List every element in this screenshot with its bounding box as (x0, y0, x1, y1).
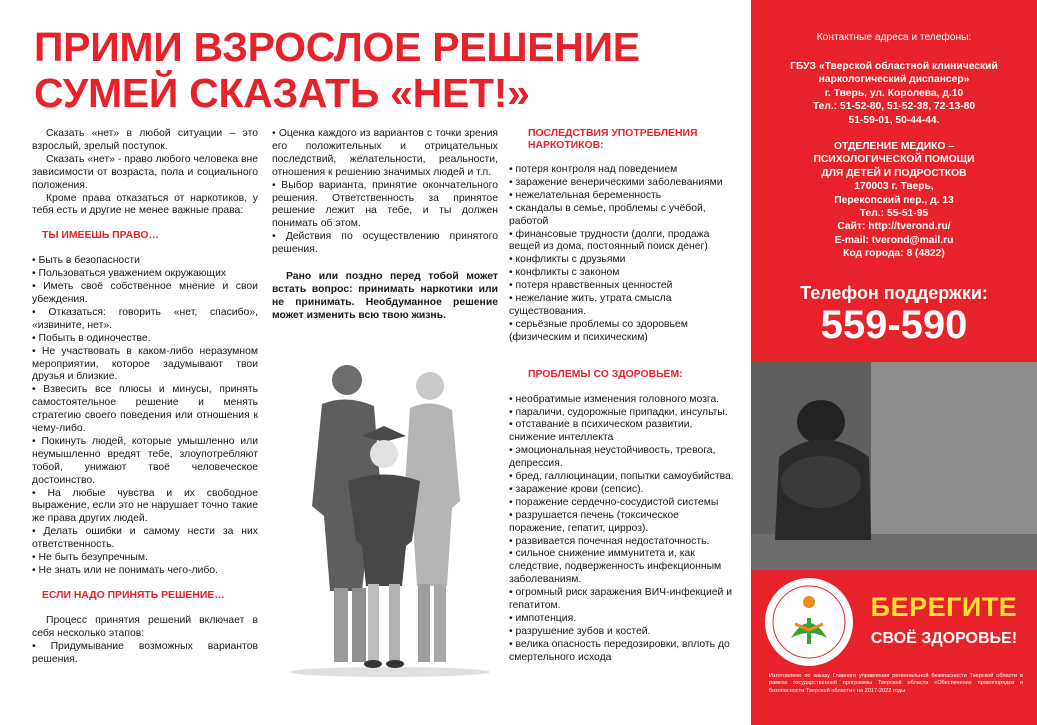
list-item: • Пользоваться уважением окружающих (32, 268, 227, 280)
org-line: Тел.: 51-52-80, 51-52-38, 72-13-80 (812, 101, 976, 113)
list-item: • заражение венерическими заболеваниями (509, 176, 723, 188)
list-item: • разрушение зубов и костей. (509, 625, 651, 637)
list-item: • велика опасность передозировки, вплоть до смертельного исхода (509, 638, 730, 663)
list-item: • Оценка каждого из вариантов с точки зрения его положительных и отрицательных последствий, желательности, реальности, отношения к решению значимых людей и т.п. (272, 128, 498, 178)
list-item: • сильное снижение иммунитета и, как следствие, подверженность инфекционным заболеваниям. (509, 548, 722, 586)
list-item: • нежелательная беременность (509, 189, 662, 201)
list-item: • Действия по осуществлению принятого решения. (272, 231, 498, 256)
list-item: • Не участвовать в каком-либо неразумном мероприятии, которое задумывают твои друзья и близкие. (32, 345, 258, 383)
list-item: • огромный риск заражения ВИЧ-инфекцией и гепатитом. (509, 587, 733, 612)
list-item: • развивается почечная недостаточность. (509, 535, 710, 547)
org-line: 51-59-01, 50-44-44. (848, 114, 940, 126)
org-line: Тел.: 55-51-95 (859, 208, 929, 220)
support-label: Телефон поддержки: (800, 283, 988, 303)
consequences-title: ПОСЛЕДСТВИЯ УПОТРЕБЛЕНИЯ НАРКОТИКОВ: (528, 128, 698, 151)
intro-paragraph: Кроме права отказаться от наркотиков, у тебя есть и другие не менее важные права: (32, 192, 258, 217)
consequences-list (509, 164, 737, 345)
list-item: • Иметь своё собственное мнение и свои убеждения. (32, 281, 258, 305)
list-item: • Взвесить все плюсы и минусы, принять самостоятельное решение и менять стратегию своего поведения или отношения к чему-либо. (32, 384, 258, 435)
list-item: • конфликты с друзьями (509, 254, 626, 266)
decision-emphasis: Рано или поздно перед тобой может встать вопрос: принимать наркотики или не принимать. Необдуманное решение может изменить всю твою жизнь. (272, 271, 498, 321)
column-rights (32, 128, 258, 666)
list-item: • Не быть безупречным. (32, 552, 148, 564)
health-list (509, 394, 737, 665)
list-item: • параличи, судорожные припадки, инсульты. (509, 406, 728, 418)
list-item: • финансовые трудности (долги, продажа вещей из дома, постоянный поиск денег) (509, 228, 710, 253)
email-link[interactable]: E-mail: tverond@mail.ru (834, 234, 954, 246)
contact-panel (751, 0, 1037, 725)
intro-paragraph: Сказать «нет» - право любого человека вне зависимости от возраста, пола и социального положения. (32, 153, 258, 191)
support-number: 559-590 (820, 303, 968, 347)
list-item: • разрушается печень (токсическое поражение, гепатит, цирроз). (509, 509, 679, 534)
org-line: ГБУЗ «Тверской областной клинический (790, 61, 998, 72)
list-item: • потеря нравственных ценностей (509, 280, 673, 292)
list-item: • Не знать или не понимать чего-либо. (32, 565, 218, 576)
list-item: • отставание в психическом развитии, снижение интеллекта (509, 419, 693, 444)
intro-paragraph: Сказать «нет» в любой ситуации – это взрослый, зрелый поступок. (32, 128, 258, 152)
list-item: • Покинуть людей, которые умышленно или неумышленно вредят тебе, злоупотребляют тобой, унижают твоё человеческое достоинство. (32, 435, 258, 486)
website-link[interactable]: Сайт: http://tverond.ru/ (837, 221, 951, 233)
territory-of-health-logo (765, 578, 853, 666)
rights-list (32, 255, 258, 578)
family-photo (282, 356, 497, 678)
list-item: • серьёзные проблемы со здоровьем (физическим и психическим) (509, 318, 688, 343)
list-item: • На любые чувства и их свободное выражение, если это не нарушает точно такие же права других людей. (32, 487, 258, 525)
list-item: • Делать ошибки и самому нести за них ответственность. (32, 526, 258, 551)
decision-title: ЕСЛИ НАДО ПРИНЯТЬ РЕШЕНИЕ… (42, 589, 225, 601)
list-item: • Побыть в одиночестве. (32, 332, 151, 344)
footnote: Изготовлено по заказу Главного управления региональной безопасности Тверской области в рамках государственной программы Тверской области «Обеспечение правопорядка и безопасности Тверской области» на 2017-2022 годы (769, 673, 1023, 694)
headline-line-1: ПРИМИ ВЗРОСЛОЕ РЕШЕНИЕ (34, 24, 640, 70)
org-line: Перекопский пер., д. 13 (834, 194, 954, 206)
org-line: Код города: 8 (4822) (843, 248, 945, 260)
decision-intro: Процесс принятия решений включает в себя несколько этапов: (32, 614, 258, 639)
list-item: • нежелание жить, утрата смысла существования. (509, 293, 672, 317)
list-item: • заражение крови (сепсис). (509, 483, 644, 495)
list-item: • поражение сердечно-сосудистой системы (509, 496, 719, 508)
column-decision (272, 128, 498, 323)
contacts-block (751, 60, 1037, 261)
org-line: ПСИХОЛОГИЧЕСКОЙ ПОМОЩИ (813, 154, 975, 166)
slogan-line-1: БЕРЕГИТЕ (870, 592, 1018, 622)
headline-line-2: СУМЕЙ СКАЗАТЬ «НЕТ!» (34, 70, 530, 116)
list-item: • Отказаться: говорить «нет, спасибо», «извините, нет». (32, 306, 258, 331)
org-line: г. Тверь, ул. Королева, д.10 (824, 87, 964, 99)
list-item: • Придумывание возможных вариантов решения. (32, 640, 258, 665)
org-line: наркологический диспансер» (818, 74, 970, 86)
column-consequences (509, 128, 737, 665)
org-line: 170003 г. Тверь, (854, 181, 934, 193)
slogan-line-2: СВОЁ ЗДОРОВЬЕ! (870, 630, 1018, 647)
rights-title: ТЫ ИМЕЕШЬ ПРАВО… (42, 230, 159, 242)
org-line: ДЛЯ ДЕТЕЙ И ПОДРОСТКОВ (821, 167, 967, 179)
list-item: • бред, галлюцинации, попытки самоубийства. (509, 471, 734, 483)
sad-teen-photo (751, 362, 1037, 570)
list-item: • конфликты с законом (509, 267, 620, 279)
list-item: • потеря контроля над поведением (509, 164, 678, 175)
list-item: • Быть в безопасности (32, 255, 140, 267)
list-item: • Выбор варианта, принятие окончательного решения. Ответственность за принятое решение лежит на тебе, и ты должен понимать об этом. (272, 179, 498, 230)
list-item: • импотенция. (509, 613, 577, 624)
contacts-header: Контактные адреса и телефоны: (816, 32, 972, 43)
list-item: • эмоциональная неустойчивость, тревога, депрессия. (509, 445, 716, 470)
list-item: • необратимые изменения головного мозга. (509, 393, 720, 405)
org-line: ОТДЕЛЕНИЕ МЕДИКО – (834, 141, 954, 153)
health-title: ПРОБЛЕМЫ СО ЗДОРОВЬЕМ: (528, 368, 683, 380)
list-item: • скандалы в семье, проблемы с учёбой, работой (509, 202, 706, 227)
page-headline (34, 24, 734, 116)
